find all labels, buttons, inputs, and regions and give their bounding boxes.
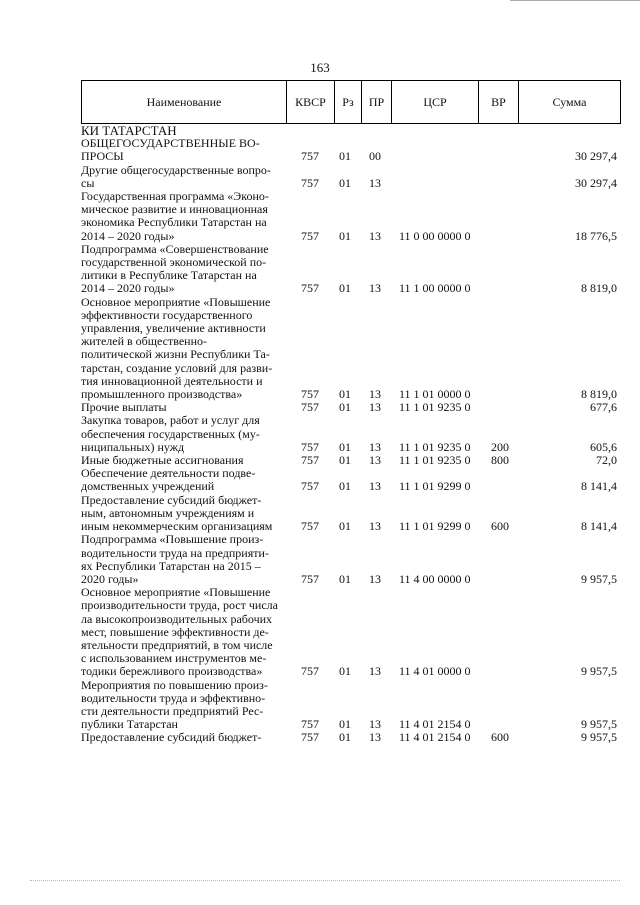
cell-csr: 11 1 00 0000 0 [399,281,471,296]
row-name-line: литики в Республике Татарстан на [81,268,257,283]
row-name-line: жителей в общественно- [81,334,207,349]
cell-pr: 00 [369,149,381,164]
row-name-line: Подпрограмма «Совершенствование [81,241,269,256]
table-row [81,586,621,678]
cell-kvsr: 757 [301,400,319,415]
table-row [81,467,621,493]
cell-kvsr: 757 [301,730,319,745]
cell-sum: 8 141,4 [581,479,617,494]
row-name [81,190,286,243]
cell-rz: 01 [339,479,351,494]
row-name-line: Предоставление субсидий бюджет- [81,730,262,745]
row-name-line: Мероприятия по повышению произ- [81,677,268,692]
row-name-line: ниципальных) нужд [81,439,185,454]
row-name-line: производительности труда, рост числа [81,598,278,613]
cell-kvsr: 757 [301,175,319,190]
row-name-line: Обеспечение деятельности подве- [81,466,256,481]
row-name [81,414,286,454]
table-row [81,494,621,534]
row-name-line: иным некоммерческим организациям [81,519,273,534]
cell-kvsr: 757 [301,387,319,402]
row-name-line: Подпрограмма «Повышение произ- [81,532,264,547]
row-name [81,137,286,163]
cell-kvsr: 757 [301,281,319,296]
page-number: 163 [310,60,330,75]
row-name-line: ным, автономным учреждениям и [81,505,255,520]
row-name-line: 2014 – 2020 годы» [81,228,175,243]
row-name-line: КИ ТАТАРСТАН [81,123,177,138]
cell-rz: 01 [339,175,351,190]
cell-sum: 9 957,5 [581,730,617,745]
cell-csr: 11 1 01 9299 0 [399,479,471,494]
cell-csr: 11 1 01 9235 0 [399,453,471,468]
row-name-line: Основное мероприятие «Повышение [81,585,271,600]
cell-kvsr: 757 [301,571,319,586]
cell-kvsr: 757 [301,479,319,494]
table-row [81,414,621,454]
row-name [81,533,286,586]
col-sum-header: Сумма [518,81,621,123]
row-name-line: мест, повышение эффективности де- [81,624,269,639]
row-name [81,494,286,534]
cell-pr: 13 [369,479,381,494]
cell-sum: 72,0 [596,453,617,468]
cell-pr: 13 [369,717,381,732]
col-vr-header: ВР [478,81,518,123]
cell-sum: 677,6 [590,400,617,415]
cell-pr: 13 [369,519,381,534]
cell-csr: 11 0 00 0000 0 [399,228,471,243]
row-name [81,243,286,296]
cell-csr: 11 1 01 9235 0 [399,439,471,454]
cell-rz: 01 [339,664,351,679]
cell-rz: 01 [339,519,351,534]
cell-pr: 13 [369,387,381,402]
col-csr-header: ЦСР [391,81,478,123]
cell-csr: 11 4 01 2154 0 [399,717,471,732]
cell-pr: 13 [369,439,381,454]
row-name-line: ПРОСЫ [81,149,124,164]
cell-sum: 9 957,5 [581,717,617,732]
cell-sum: 30 297,4 [575,149,617,164]
cell-sum: 605,6 [590,439,617,454]
table-row [81,137,621,163]
cell-rz: 01 [339,400,351,415]
row-name-line: ла высокопроизводительных рабочих [81,611,273,626]
row-name-line: сти деятельности предприятий Рес- [81,703,264,718]
table-row [81,533,621,586]
cell-rz: 01 [339,281,351,296]
cell-rz: 01 [339,149,351,164]
cell-sum: 9 957,5 [581,571,617,586]
cell-rz: 01 [339,228,351,243]
cell-sum: 8 819,0 [581,281,617,296]
top-rule [510,0,640,1]
table-row [81,731,621,744]
cell-sum: 18 776,5 [575,228,617,243]
col-kvsr-header: КВСР [286,81,334,123]
row-name-line: 2014 – 2020 годы» [81,281,175,296]
cell-sum: 8 819,0 [581,387,617,402]
row-name [81,731,286,744]
cell-kvsr: 757 [301,453,319,468]
cell-rz: 01 [339,439,351,454]
table-row [81,190,621,243]
cell-pr: 13 [369,281,381,296]
row-name-line: экономика Республики Татарстан на [81,215,267,230]
row-name [81,679,286,732]
row-name [81,586,286,678]
cell-kvsr: 757 [301,519,319,534]
col-rz-header: Рз [334,81,361,123]
cell-rz: 01 [339,571,351,586]
row-name-line: водительности труда на предприяти- [81,545,269,560]
cell-pr: 13 [369,228,381,243]
table-row [81,679,621,732]
row-name-line: с использованием инструментов ме- [81,651,267,666]
row-name-line: промышленного производства» [81,387,243,402]
cell-pr: 13 [369,571,381,586]
row-name-line: Государственная программа «Эконо- [81,189,269,204]
cell-vr: 200 [491,439,509,454]
table-header [81,80,621,124]
table-row [81,243,621,296]
table-body [81,124,621,745]
row-name-line: обеспечения государственных (му- [81,426,260,441]
cell-rz: 01 [339,730,351,745]
scan-edge [30,880,620,881]
cell-sum: 8 141,4 [581,519,617,534]
cell-kvsr: 757 [301,228,319,243]
cell-csr: 11 4 00 0000 0 [399,571,471,586]
col-pr-header: ПР [361,81,391,123]
row-name-line: тодики бережливого производства» [81,664,263,679]
row-name-line: государственной экономической по- [81,255,267,270]
row-name-line: ях Республики Татарстан на 2015 – [81,558,261,573]
row-name-line: мическое развитие и инновационная [81,202,268,217]
cell-kvsr: 757 [301,149,319,164]
cell-pr: 13 [369,664,381,679]
row-name-line: ятельности предприятий, в том числе [81,637,273,652]
row-name-line: домственных учреждений [81,479,215,494]
cell-kvsr: 757 [301,717,319,732]
cell-vr: 600 [491,519,509,534]
cell-kvsr: 757 [301,664,319,679]
row-name-line: Другие общегосударственные вопро- [81,162,271,177]
row-name-line: Основное мероприятие «Повышение [81,294,271,309]
row-name-line: публики Татарстан [81,717,178,732]
row-name-line: 2020 годы» [81,571,139,586]
col-name-header: Наименование [81,81,286,123]
row-name-line: политической жизни Республики Та- [81,347,270,362]
cell-pr: 13 [369,730,381,745]
cell-csr: 11 1 01 9299 0 [399,519,471,534]
cell-pr: 13 [369,175,381,190]
row-name-line: сы [81,175,95,190]
row-name-line: тия инновационной деятельности и [81,373,263,388]
cell-csr: 11 4 01 2154 0 [399,730,471,745]
cell-sum: 9 957,5 [581,664,617,679]
cell-kvsr: 757 [301,439,319,454]
row-name-line: Прочие выплаты [81,400,167,415]
table-row [81,164,621,190]
cell-csr: 11 4 01 0000 0 [399,664,471,679]
cell-vr: 600 [491,730,509,745]
cell-pr: 13 [369,400,381,415]
cell-sum: 30 297,4 [575,175,617,190]
table-row [81,296,621,402]
row-name-line: Предоставление субсидий бюджет- [81,492,262,507]
row-name [81,164,286,190]
row-name [81,467,286,493]
cell-vr: 800 [491,453,509,468]
cell-csr: 11 1 01 0000 0 [399,387,471,402]
row-name [81,296,286,402]
row-name-line: эффективности государственного [81,307,253,322]
row-name-line: ОБЩЕГОСУДАРСТВЕННЫЕ ВО- [81,136,260,151]
row-name-line: Закупка товаров, работ и услуг для [81,413,260,428]
cell-rz: 01 [339,453,351,468]
row-name-line: водительности труда и эффективно- [81,690,266,705]
row-name-line: Иные бюджетные ассигнования [81,453,244,468]
cell-pr: 13 [369,453,381,468]
cell-rz: 01 [339,387,351,402]
cell-rz: 01 [339,717,351,732]
row-name-line: тарстан, создание условий для разви- [81,360,273,375]
row-name-line: управления, увеличение активности [81,321,266,336]
cell-csr: 11 1 01 9235 0 [399,400,471,415]
